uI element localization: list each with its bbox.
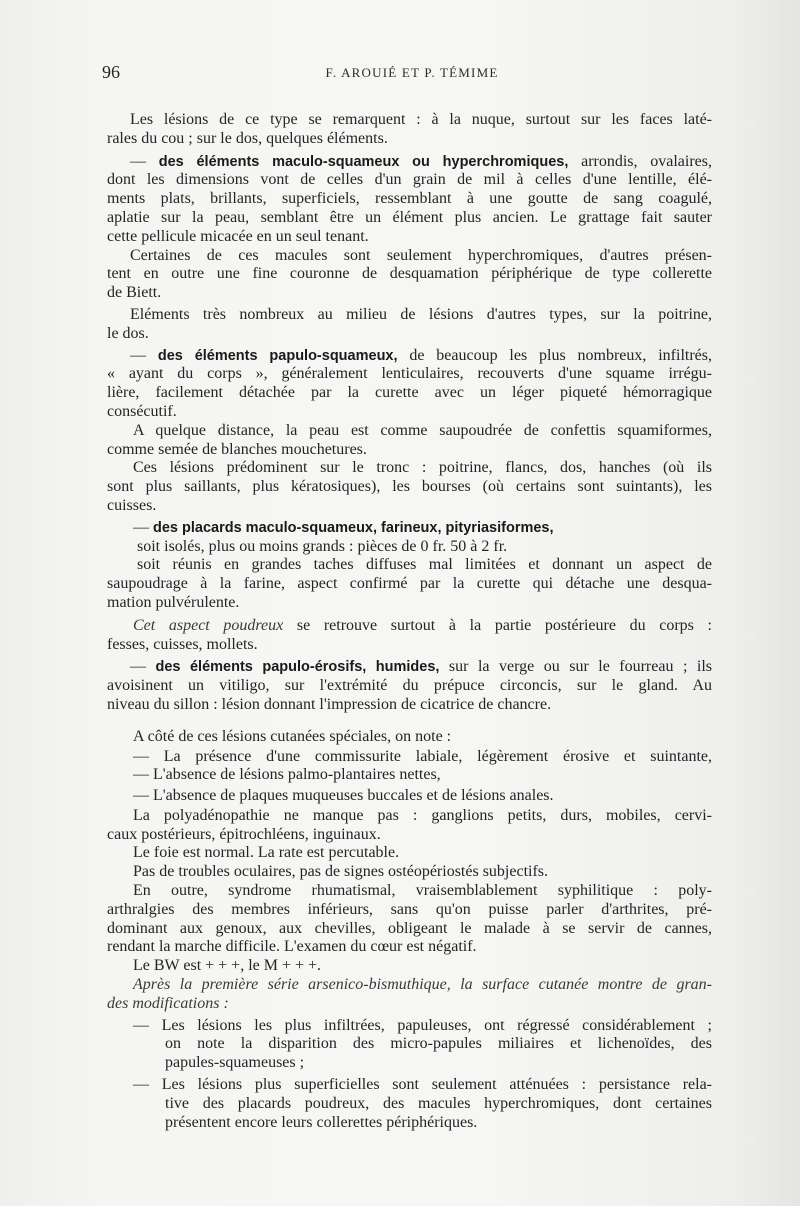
text-line: on note la disparition des micro-papules miliaires et lichenoïdes, des (165, 1035, 712, 1053)
text-line: « ayant du corps », généralement lenticulaires, recouverts d'une squame irrégu- (107, 365, 712, 383)
text-line: Le BW est + + +, le M + + +. (133, 957, 322, 975)
text-line: comme semée de blanches mouchetures. (107, 440, 367, 458)
text-line: soit réunis en grandes taches diffuses mal limitées et donnant un aspect de (137, 556, 712, 574)
text-line: soit isolés, plus ou moins grands : pièces de 0 fr. 50 à 2 fr. (137, 537, 508, 555)
bold-term: des éléments maculo-squameux ou hyperchromiques, (158, 153, 569, 170)
bold-term: des éléments papulo-érosifs, humides, (155, 659, 440, 676)
text-segment: — (130, 346, 158, 364)
text-line: mation pulvérulente. (107, 593, 240, 611)
running-title: F. AROUIÉ ET P. TÉMIME (325, 65, 499, 80)
bold-term: des placards maculo-squameux, farineux, pityriasiformes, (153, 519, 554, 536)
text-line: le dos. (107, 324, 149, 342)
text-line (107, 519, 712, 538)
text-line: Les lésions de ce type se remarquent : à la nuque, surtout sur les faces laté- (130, 111, 712, 128)
text-line: de Biett. (107, 284, 162, 302)
text-line: A côté de ces lésions cutanées spéciales, on note : (133, 727, 452, 745)
text-line: La polyadénopathie ne manque pas : ganglions petits, durs, mobiles, cervi- (133, 806, 712, 824)
text-segment: sur la verge ou sur le fourreau ; ils (439, 658, 712, 676)
text-segment: de beaucoup les plus nombreux, infiltrés, (397, 346, 712, 364)
text-line: lière, facilement détachée par la curette avec un léger piqueté hémorragique (107, 384, 712, 402)
text-line: rendant la marche difficile. L'examen du cœur est négatif. (107, 938, 477, 956)
text-line: présentent encore leurs collerettes périphériques. (165, 1113, 478, 1131)
text-segment: — (130, 152, 159, 170)
text-line: caux postérieurs, épitrochléens, inguinaux. (107, 825, 381, 843)
text-line: arthralgies des membres inférieurs, sans qu'on puisse parler d'arthrites, pré- (107, 900, 712, 918)
text-segment: — (130, 658, 156, 676)
text-line: sont plus saillants, plus kératosiques), les bourses (où certains sont suintants), les (107, 478, 712, 496)
text-line: — L'absence de lésions palmo-plantaires nettes, (133, 766, 441, 784)
text-line: Pas de troubles oculaires, pas de signes ostéopériostés subjectifs. (133, 863, 549, 881)
text-line: En outre, syndrome rhumatismal, vraisemblablement syphilitique : poly- (133, 882, 712, 900)
body-text (107, 111, 712, 1132)
text-line (107, 347, 712, 366)
text-segment: — (133, 518, 153, 536)
text-line: — La présence d'une commissurite labiale, légèrement érosive et suintante, (133, 747, 712, 765)
text-line (107, 658, 712, 677)
text-line (107, 617, 712, 636)
text-line: Eléments très nombreux au milieu de lésions d'autres types, sur la poitrine, (130, 305, 712, 323)
text-segment: se retrouve surtout à la partie postérieure du corps : (283, 616, 712, 634)
text-line: consécutif. (107, 402, 177, 420)
text-line: Après la première série arsenico-bismuthique, la surface cutanée montre de gran- (133, 976, 712, 994)
text-line: A quelque distance, la peau est comme saupoudrée de confettis squamiformes, (133, 421, 712, 439)
text-line: papules-squameuses ; (165, 1054, 305, 1072)
text-line: rales du cou ; sur le dos, quelques éléments. (107, 129, 388, 147)
text-line: niveau du sillon : lésion donnant l'impression de cicatrice de chancre. (107, 695, 552, 713)
text-line: saupoudrage à la farine, aspect confirmé par la curette qui détache une desqua- (107, 575, 712, 593)
text-line: Certaines de ces macules sont seulement hyperchromiques, d'autres présen- (130, 246, 712, 264)
text-line: — Les lésions les plus infiltrées, papuleuses, ont régressé considérablement ; (133, 1016, 712, 1034)
text-segment: arrondis, ovalaires, (568, 152, 712, 170)
text-line: ments plats, brillants, superficiels, ressemblant à une goutte de sang coagulé, (107, 190, 712, 208)
italic-term: Cet aspect poudreux (133, 616, 284, 634)
page-number: 96 (102, 62, 120, 82)
text-line: cette pellicule micacée en un seul tenant. (107, 227, 369, 245)
text-line: dominant aux genoux, aux chevilles, obligeant le malade à se servir de cannes, (107, 919, 712, 937)
text-line: tent en outre une fine couronne de desquamation périphérique de type collerette (107, 265, 712, 283)
text-line: fesses, cuisses, mollets. (107, 635, 258, 653)
text-line: — L'absence de plaques muqueuses buccales et de lésions anales. (133, 787, 554, 805)
text-line: Le foie est normal. La rate est percutable. (133, 844, 400, 862)
text-line: aplatie sur la peau, semblant être un élément plus ancien. Le grattage fait sauter (107, 208, 712, 226)
text-line: des modifications : (107, 994, 229, 1012)
text-line: dont les dimensions vont de celles d'un grain de mil à celles d'une lentille, élé- (107, 171, 712, 189)
text-line: cuisses. (107, 496, 157, 514)
text-line: Ces lésions prédominent sur le tronc : poitrine, flancs, dos, hanches (où ils (133, 459, 712, 477)
text-line: tive des placards poudreux, des macules hyperchromiques, dont certaines (165, 1094, 712, 1112)
text-line: avoisinent un vitiligo, sur l'extrémité du prépuce circoncis, sur le gland. Au (107, 677, 712, 695)
text-line (107, 153, 712, 172)
bold-term: des éléments papulo-squameux, (157, 347, 398, 364)
text-line: — Les lésions plus superficielles sont seulement atténuées : persistance rela- (133, 1076, 712, 1094)
